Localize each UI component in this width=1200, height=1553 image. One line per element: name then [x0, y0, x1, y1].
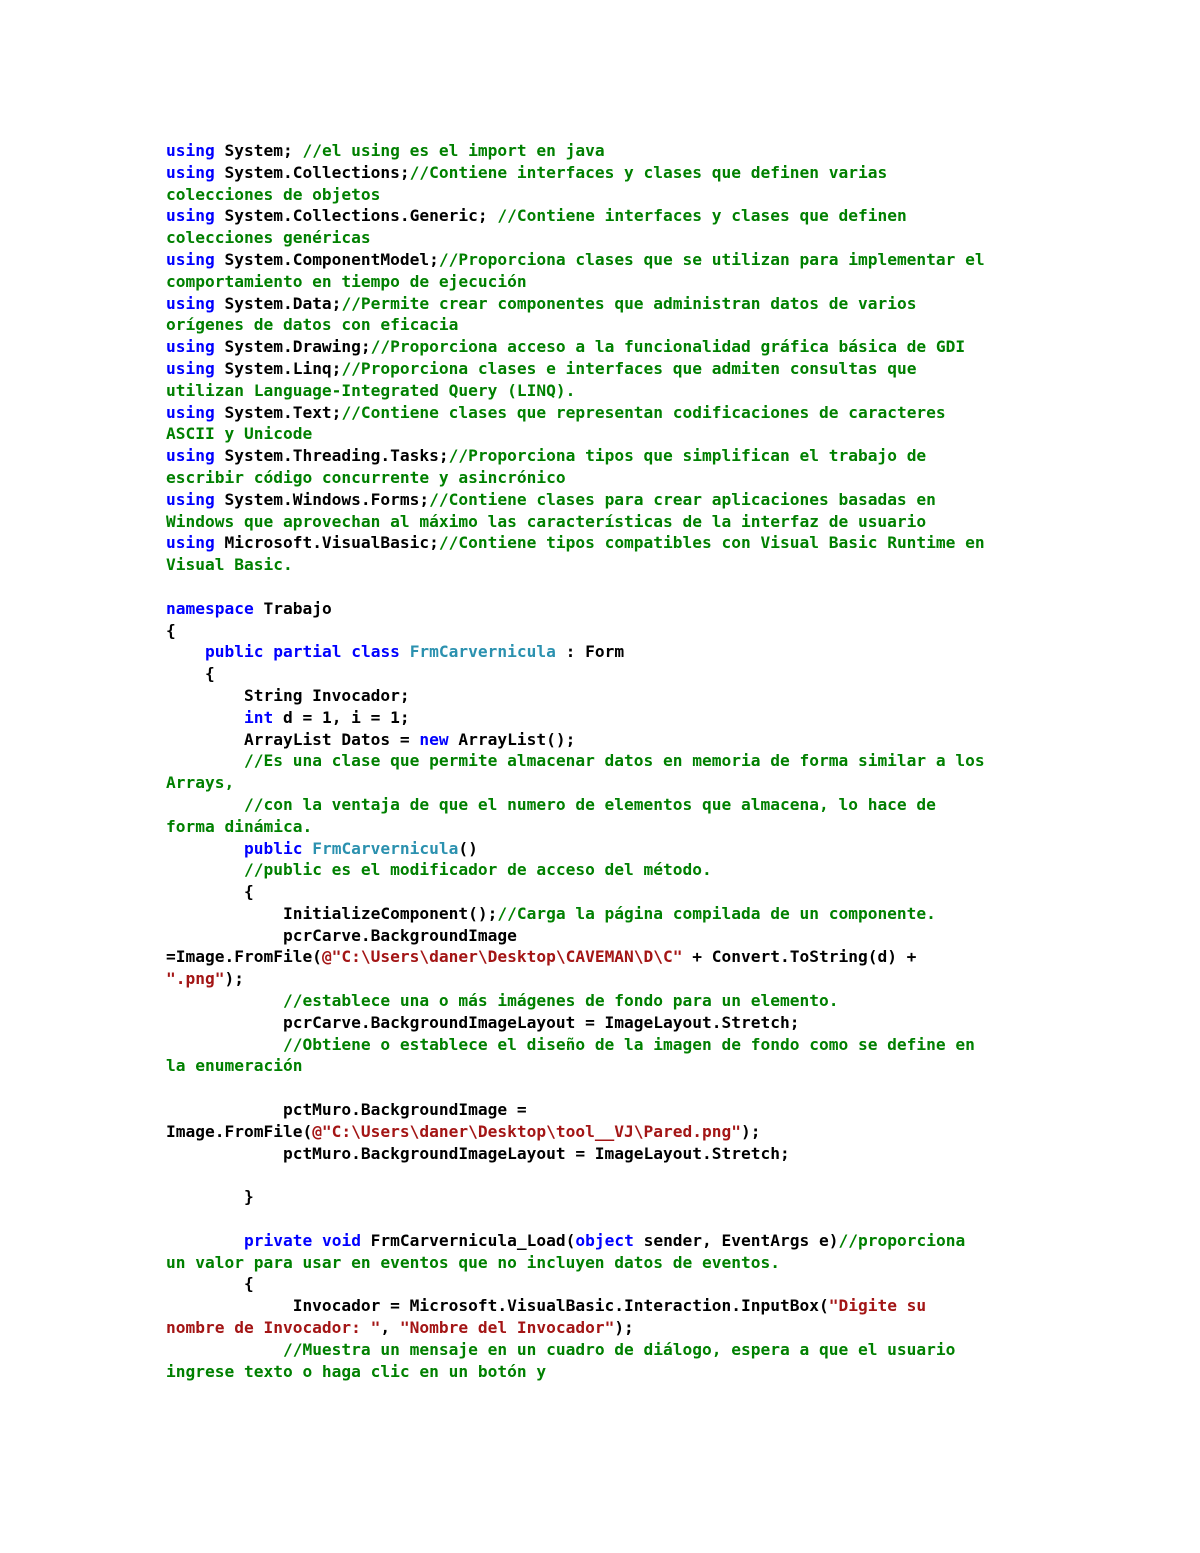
code-token: );	[224, 969, 244, 989]
keyword-token: private	[243, 1230, 313, 1250]
code-token: System.Threading.Tasks;	[214, 446, 449, 466]
code-line	[166, 532, 1046, 554]
keyword-token: using	[166, 533, 215, 553]
code-token	[166, 860, 244, 879]
code-line	[166, 903, 1046, 925]
code-line	[166, 1186, 1046, 1208]
comment-token: //establece una o más imágenes de fondo para un elemento.	[282, 991, 839, 1011]
code-line	[166, 925, 1046, 947]
code-token: Trabajo	[253, 598, 332, 618]
code-token: System.Linq;	[214, 358, 342, 378]
code-token	[166, 1340, 283, 1359]
code-line	[166, 620, 1046, 642]
comment-token: orígenes de datos con eficacia	[166, 315, 459, 335]
code-token: {	[166, 664, 215, 684]
code-line	[166, 511, 1046, 533]
keyword-token: using	[166, 162, 215, 182]
code-line	[166, 1230, 1046, 1252]
code-token: : Form	[555, 642, 625, 662]
keyword-token: class	[351, 642, 400, 662]
code-token	[166, 751, 244, 770]
code-token: System.Text;	[214, 402, 342, 422]
code-token: Image.FromFile(	[166, 1121, 313, 1141]
keyword-token: new	[419, 729, 449, 749]
comment-token: ASCII y Unicode	[166, 424, 313, 444]
code-line	[166, 576, 1046, 598]
code-token: FrmCarvernicula_Load(	[360, 1230, 576, 1250]
code-token: String Invocador;	[166, 685, 410, 705]
comment-token: //Proporciona acceso a la funcionalidad gráfica básica de GDI	[370, 337, 966, 357]
string-token: "Nombre del Invocador"	[399, 1318, 615, 1338]
code-token	[341, 642, 351, 661]
comment-token: Arrays,	[166, 773, 235, 793]
code-line	[166, 1034, 1046, 1056]
code-line	[166, 227, 1046, 249]
code-token	[312, 1231, 322, 1250]
code-token: System.Windows.Forms;	[214, 489, 430, 509]
comment-token: Visual Basic.	[166, 555, 293, 575]
code-token: System;	[214, 141, 303, 160]
keyword-token: using	[166, 206, 215, 226]
comment-token: //Es una clase que permite almacenar datos en memoria de forma similar a los	[243, 751, 985, 771]
code-token: System.Collections;	[214, 162, 410, 182]
code-line	[166, 336, 1046, 358]
code-token: ArrayList Datos =	[166, 729, 420, 749]
code-line	[166, 1208, 1046, 1230]
code-token: Invocador = Microsoft.VisualBasic.Interaction.InputBox(	[166, 1296, 829, 1316]
comment-token: //Proporciona clases e interfaces que admiten consultas que	[341, 358, 917, 378]
code-line	[166, 358, 1046, 380]
code-token: System.Data;	[214, 293, 342, 313]
code-line	[166, 641, 1046, 663]
comment-token: //proporciona	[838, 1230, 966, 1250]
code-line	[166, 859, 1046, 881]
comment-token: la enumeración	[166, 1056, 303, 1076]
comment-token: colecciones de objetos	[166, 184, 381, 204]
code-line	[166, 402, 1046, 424]
comment-token: //Contiene tipos compatibles con Visual Basic Runtime en	[438, 533, 985, 553]
code-line	[166, 423, 1046, 445]
code-line	[166, 598, 1046, 620]
code-token: =Image.FromFile(	[166, 947, 322, 967]
comment-token: //Contiene interfaces y clases que definen varias	[409, 162, 888, 182]
comment-token: utilizan Language-Integrated Query (LINQ).	[166, 380, 576, 400]
comment-token: //Muestra un mensaje en un cuadro de diálogo, espera a que el usuario	[282, 1339, 956, 1359]
comment-token: //Permite crear componentes que administran datos de varios	[341, 293, 917, 313]
keyword-token: using	[166, 249, 215, 269]
type-token: FrmCarvernicula	[409, 642, 556, 662]
code-token: System.Drawing;	[214, 337, 371, 357]
code-line	[166, 990, 1046, 1012]
comment-token: //el using es el import en java	[302, 141, 605, 160]
comment-token: //con la ventaja de que el numero de elementos que almacena, lo hace de	[243, 794, 936, 814]
code-line	[166, 249, 1046, 271]
code-line	[166, 445, 1046, 467]
code-line	[166, 1273, 1046, 1295]
code-line	[166, 772, 1046, 794]
code-token	[166, 1035, 283, 1054]
code-line	[166, 1055, 1046, 1077]
string-token: "Digite su	[828, 1296, 927, 1316]
comment-token: colecciones genéricas	[166, 228, 371, 248]
code-token: );	[614, 1318, 634, 1338]
comment-token: //Contiene interfaces y clases que definen	[497, 206, 907, 226]
code-line	[166, 729, 1046, 751]
keyword-token: using	[166, 293, 215, 313]
code-token	[166, 1231, 244, 1250]
code-token	[166, 708, 244, 727]
code-token	[263, 642, 273, 661]
code-token: {	[166, 882, 254, 902]
code-line	[166, 968, 1046, 990]
code-token: pcrCarve.BackgroundImage	[166, 925, 517, 945]
keyword-token: namespace	[166, 598, 254, 618]
code-token: pcrCarve.BackgroundImageLayout = ImageLayout.Stretch;	[166, 1012, 800, 1032]
keyword-token: using	[166, 446, 215, 466]
code-line	[166, 467, 1046, 489]
code-line	[166, 1295, 1046, 1317]
code-line	[166, 554, 1046, 576]
comment-token: comportamiento en tiempo de ejecución	[166, 271, 527, 291]
code-token	[400, 642, 410, 661]
code-token: + Convert.ToString(d) +	[682, 947, 917, 967]
code-line	[166, 140, 1046, 162]
code-token: Microsoft.VisualBasic;	[214, 533, 439, 553]
comment-token: //Proporciona clases que se utilizan para implementar el	[438, 249, 985, 269]
comment-token: //Obtiene o establece el diseño de la imagen de fondo como se define en	[282, 1034, 975, 1054]
code-line	[166, 1361, 1046, 1383]
code-token: pctMuro.BackgroundImage =	[166, 1100, 527, 1120]
keyword-token: object	[575, 1230, 634, 1250]
keyword-token: partial	[273, 642, 342, 662]
comment-token: un valor para usar en eventos que no incluyen datos de eventos.	[166, 1252, 780, 1272]
string-token: ".png"	[166, 969, 225, 989]
keyword-token: public	[243, 838, 303, 858]
code-token	[302, 839, 312, 858]
code-line	[166, 271, 1046, 293]
comment-token: escribir código concurrente y asincrónico	[166, 467, 566, 487]
code-token: d = 1, i = 1;	[273, 707, 410, 727]
code-line	[166, 881, 1046, 903]
code-line	[166, 1099, 1046, 1121]
code-line	[166, 794, 1046, 816]
code-token: InitializeComponent();	[166, 903, 498, 923]
code-line	[166, 293, 1046, 315]
code-line	[166, 184, 1046, 206]
code-line	[166, 1164, 1046, 1186]
code-line	[166, 380, 1046, 402]
code-token: {	[166, 1274, 254, 1294]
code-line	[166, 946, 1046, 968]
string-token: @"C:\Users\daner\Desktop\tool__VJ\Pared.png"	[312, 1121, 741, 1141]
code-line	[166, 1317, 1046, 1339]
code-line	[166, 205, 1046, 227]
comment-token: //Contiene clases para crear aplicaciones basadas en	[429, 489, 936, 509]
code-line	[166, 685, 1046, 707]
keyword-token: public	[204, 642, 264, 662]
code-line	[166, 489, 1046, 511]
code-line	[166, 816, 1046, 838]
string-token: nombre de Invocador: "	[166, 1318, 381, 1338]
code-line	[166, 663, 1046, 685]
comment-token: //Carga la página compilada de un componente.	[497, 903, 936, 923]
comment-token: //Contiene clases que representan codificaciones de caracteres	[341, 402, 946, 422]
code-line	[166, 750, 1046, 772]
code-token: pctMuro.BackgroundImageLayout = ImageLayout.Stretch;	[166, 1143, 790, 1163]
code-token: );	[741, 1121, 761, 1141]
string-token: @"C:\Users\daner\Desktop\CAVEMAN\D\C"	[321, 947, 683, 967]
keyword-token: using	[166, 489, 215, 509]
keyword-token: using	[166, 358, 215, 378]
comment-token: //public es el modificador de acceso del método.	[243, 860, 712, 880]
code-line	[166, 1252, 1046, 1274]
code-token	[166, 642, 205, 661]
comment-token: forma dinámica.	[166, 816, 313, 836]
code-line	[166, 838, 1046, 860]
keyword-token: using	[166, 141, 215, 160]
type-token: FrmCarvernicula	[312, 838, 459, 858]
code-line	[166, 1121, 1046, 1143]
code-line	[166, 1077, 1046, 1099]
code-line	[166, 1143, 1046, 1165]
code-line	[166, 1339, 1046, 1361]
code-token: {	[166, 620, 176, 640]
keyword-token: void	[321, 1230, 361, 1250]
code-token	[166, 839, 244, 858]
code-token: ,	[380, 1318, 400, 1338]
code-listing	[166, 140, 1046, 1382]
keyword-token: using	[166, 337, 215, 357]
keyword-token: int	[243, 707, 274, 727]
code-line	[166, 707, 1046, 729]
code-token	[166, 991, 283, 1010]
code-token: System.ComponentModel;	[214, 249, 439, 269]
code-token: ArrayList();	[448, 729, 576, 749]
comment-token: Windows que aprovechan al máximo las características de la interfaz de usuario	[166, 511, 927, 531]
comment-token: ingrese texto o haga clic en un botón y	[166, 1361, 547, 1381]
code-token: sender, EventArgs e)	[633, 1230, 839, 1250]
code-line	[166, 314, 1046, 336]
code-line	[166, 1012, 1046, 1034]
keyword-token: using	[166, 402, 215, 422]
code-token: System.Collections.Generic;	[214, 206, 498, 226]
code-line	[166, 162, 1046, 184]
code-token: ()	[458, 838, 478, 858]
code-token	[166, 795, 244, 814]
code-token: }	[166, 1187, 254, 1207]
comment-token: //Proporciona tipos que simplifican el trabajo de	[448, 446, 927, 466]
